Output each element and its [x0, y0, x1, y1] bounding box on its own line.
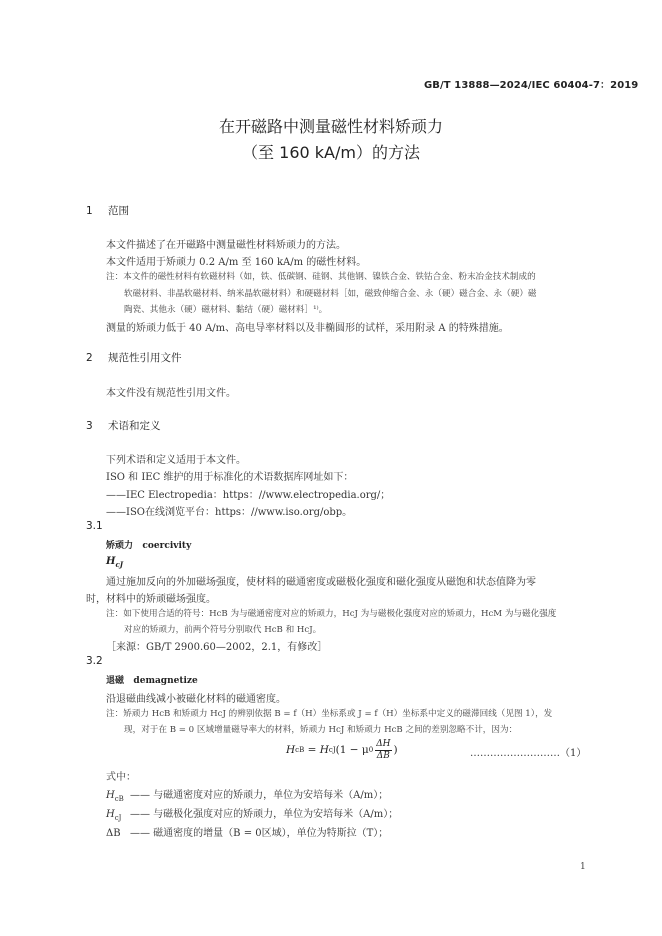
where-item-symbol: ΔB [106, 828, 121, 839]
term-3-1-note-line-2: 对应的矫顽力，前两个符号分别取代 HcB 和 HcJ。 [124, 625, 322, 635]
where-item [106, 824, 388, 839]
title-line-2: （至 160 kA/m）的方法 [242, 143, 420, 162]
term-3-1-heading [106, 538, 191, 551]
formula-mu-sub: 0 [368, 746, 374, 754]
term-3-2-note-line-1: 注：矫顽力 HcB 和矫顽力 HcJ 的辨别依据 B = f（H）坐标系或 J = f（H）坐标系中定义的磁滞回线（见图 1），发 [106, 709, 553, 719]
term-3-2-english: demagnetize [133, 676, 198, 686]
sec3-link-iso: ——ISO在线浏览平台：https：//www.iso.org/obp。 [106, 507, 353, 518]
section-3-heading [86, 418, 161, 433]
where-item-symbol-sub: cJ [114, 814, 122, 822]
sec1-note-line-3: 陶瓷、其他永（硬）磁材料、黏结（硬）磁材料］¹⁾。 [124, 305, 328, 315]
where-item-symbol-sub: cB [114, 795, 124, 803]
formula-rhs: H [319, 744, 329, 756]
term-3-1-chinese: 矫顽力 [106, 541, 134, 551]
where-item-symbol: H [106, 809, 115, 820]
where-item-text: —— 与磁极化强度对应的矫顽力，单位为安培每米（A/m）； [130, 809, 399, 820]
formula-paren: (1 − μ [335, 744, 369, 756]
formula-lhs: H [286, 744, 296, 756]
sec2-paragraph-1: 本文件没有规范性引用文件。 [106, 388, 236, 399]
term-3-1-number: 3.1 [86, 520, 103, 532]
page-number: 1 [580, 862, 586, 872]
where-item [106, 786, 388, 803]
section-3-number: 3 [86, 420, 93, 432]
where-intro: 式中： [106, 772, 136, 783]
term-3-2-note-line-2: 现，对于在 B = 0 区域增量磁导率大的材料，矫顽力 HcJ 和矫顽力 HcB 之间的差别忽略不计，因为： [124, 725, 518, 735]
where-item [106, 805, 398, 822]
term-3-1-english: coercivity [142, 541, 192, 551]
term-3-1-definition-line-1: 通过施加反向的外加磁场强度，使材料的磁通密度或磁极化强度和磁化强度从磁饱和状态值降为零 [106, 577, 536, 588]
sec3-paragraph-2: ISO 和 IEC 维护的用于标准化的术语数据库网址如下： [106, 472, 354, 483]
where-item-text: —— 与磁通密度对应的矫顽力，单位为安培每米（A/m）； [130, 790, 389, 801]
sec1-paragraph-3: 测量的矫顽力低于 40 A/m、高电导率材料以及非椭圆形的试样，采用附录 A 的特殊措施。 [106, 323, 509, 334]
sec3-paragraph-1: 下列术语和定义适用于本文件。 [106, 455, 246, 466]
term-3-2-heading [106, 673, 198, 686]
formula-equals: = [304, 744, 320, 756]
where-item-text: —— 磁通密度的增量（B = 0区域），单位为特斯拉（T）； [130, 828, 389, 839]
section-2-title: 规范性引用文件 [108, 352, 182, 364]
formula-1 [286, 736, 398, 764]
formula-denominator: ΔB [376, 750, 390, 761]
title-line-1: 在开磁路中测量磁性材料矫顽力 [218, 117, 443, 136]
term-3-2-number: 3.2 [86, 655, 103, 667]
formula-rhs-sub: cJ [328, 746, 336, 754]
section-1-title: 范围 [108, 205, 129, 217]
sec3-link-iec: ——IEC Electropedia：https：//www.electropedia.org/； [106, 490, 391, 501]
section-1-number: 1 [86, 205, 93, 217]
term-3-1-symbol: $H_{cJ}$ [106, 556, 124, 569]
formula-numerator: ΔH [376, 738, 391, 749]
sec1-paragraph-2: 本文件适用于矫顽力 0.2 A/m 至 160 kA/m 的磁性材料。 [106, 257, 367, 268]
where-item-symbol: H [106, 790, 115, 801]
term-3-2-definition: 沿退磁曲线减小被磁化材料的磁通密度。 [106, 694, 286, 705]
section-2-number: 2 [86, 352, 93, 364]
term-3-1-definition-line-2: 时，材料中的矫顽磁场强度。 [86, 594, 216, 605]
section-2-heading [86, 350, 182, 365]
term-3-1-source: ［来源：GB/T 2900.60—2002，2.1，有修改］ [106, 642, 328, 653]
formula-close-paren: ) [393, 744, 398, 756]
term-3-2-chinese: 退磁 [106, 676, 125, 686]
term-3-1-note-line-1: 注：如下使用合适的符号：HcB 为与磁通密度对应的矫顽力，HcJ 为与磁极化强度对应的矫顽力，HcM 为与磁化强度 [106, 609, 557, 619]
sec1-note-line-2: 软磁材料、非晶软磁材料、纳米晶软磁材料）和硬磁材料［如，磁致伸缩合金、永（硬）磁合金、永（硬）磁 [124, 289, 537, 299]
sec1-note-line-1: 注：本文件的磁性材料有软磁材料（如，铁、低碳钢、硅钢、其他钢、镍铁合金、铁钴合金、粉末冶金技术制成的 [106, 272, 536, 282]
formula-lhs-sub: cB [295, 746, 305, 754]
formula-1-tag: ………………………（1） [470, 748, 587, 759]
formula-fraction [375, 739, 391, 762]
section-1-heading [86, 203, 129, 218]
standard-number: GB/T 13888—2024/IEC 60404-7：2019 [424, 80, 639, 91]
section-3-title: 术语和定义 [108, 420, 161, 432]
sec1-paragraph-1: 本文件描述了在开磁路中测量磁性材料矫顽力的方法。 [106, 240, 346, 251]
